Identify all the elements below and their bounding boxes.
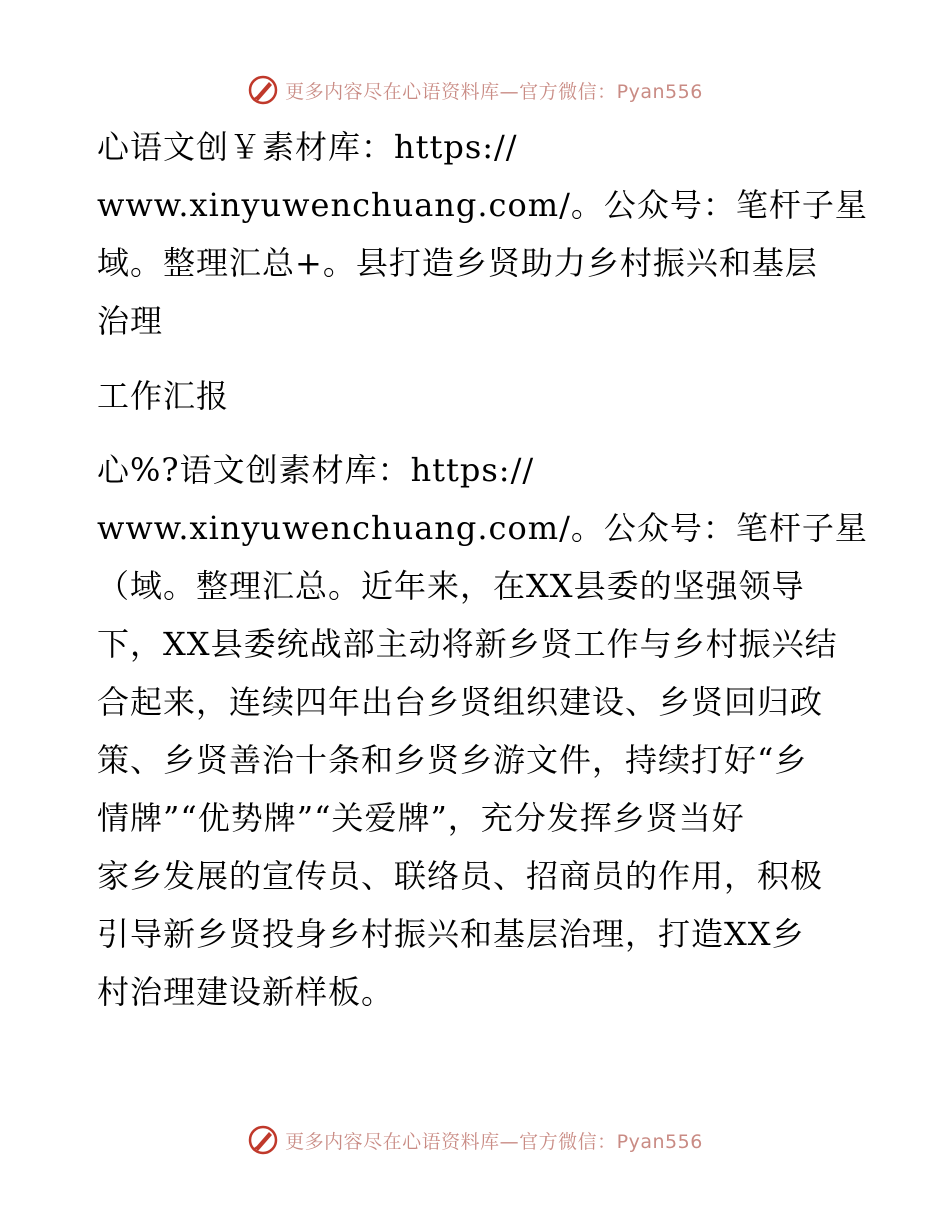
paragraph-title: [97, 367, 857, 425]
text-line: 策、乡贤善治十条和乡贤乡游文件，持续打好“乡: [97, 741, 808, 779]
text-line: 心语文创￥素材库：https://: [97, 128, 518, 166]
watermark-text: 更多内容尽在心语资料库—官方微信：Pyan556: [285, 1130, 703, 1153]
header-watermark: [0, 70, 950, 110]
text-line: 治理: [97, 302, 164, 340]
text-line: 心%?语文创素材库：https://: [97, 451, 535, 489]
text-line: 家乡发展的宣传员、联络员、招商员的作用，积极: [97, 857, 824, 895]
text-line: www.xinyuwenchuang.com/。公众号：笔杆子星: [97, 186, 868, 224]
text-line: 下，XX县委统战部主动将新乡贤工作与乡村振兴结: [97, 625, 838, 663]
text-line: 工作汇报: [97, 377, 230, 415]
text-line: www.xinyuwenchuang.com/。公众号：笔杆子星: [97, 509, 868, 547]
watermark-text: 更多内容尽在心语资料库—官方微信：Pyan556: [285, 80, 703, 103]
paragraph-body: [97, 441, 868, 1021]
text-line: 引导新乡贤投身乡村振兴和基层治理，打造XX乡: [97, 915, 805, 953]
text-line: 村治理建设新样板。: [97, 973, 395, 1011]
pen-seal-logo-icon: [247, 74, 279, 106]
text-line: 域。整理汇总+。县打造乡贤助力乡村振兴和基层: [97, 244, 818, 282]
paragraph-header-info: [97, 118, 868, 350]
text-line: 合起来，连续四年出台乡贤组织建设、乡贤回归政: [97, 683, 824, 721]
pen-seal-logo-icon: [247, 1124, 279, 1156]
text-line: 情牌”“优势牌”“关爱牌”，充分发挥乡贤当好: [97, 799, 745, 837]
text-line: （域。整理汇总。近年来，在XX县委的坚强领导: [97, 567, 805, 605]
footer-watermark: [0, 1120, 950, 1160]
